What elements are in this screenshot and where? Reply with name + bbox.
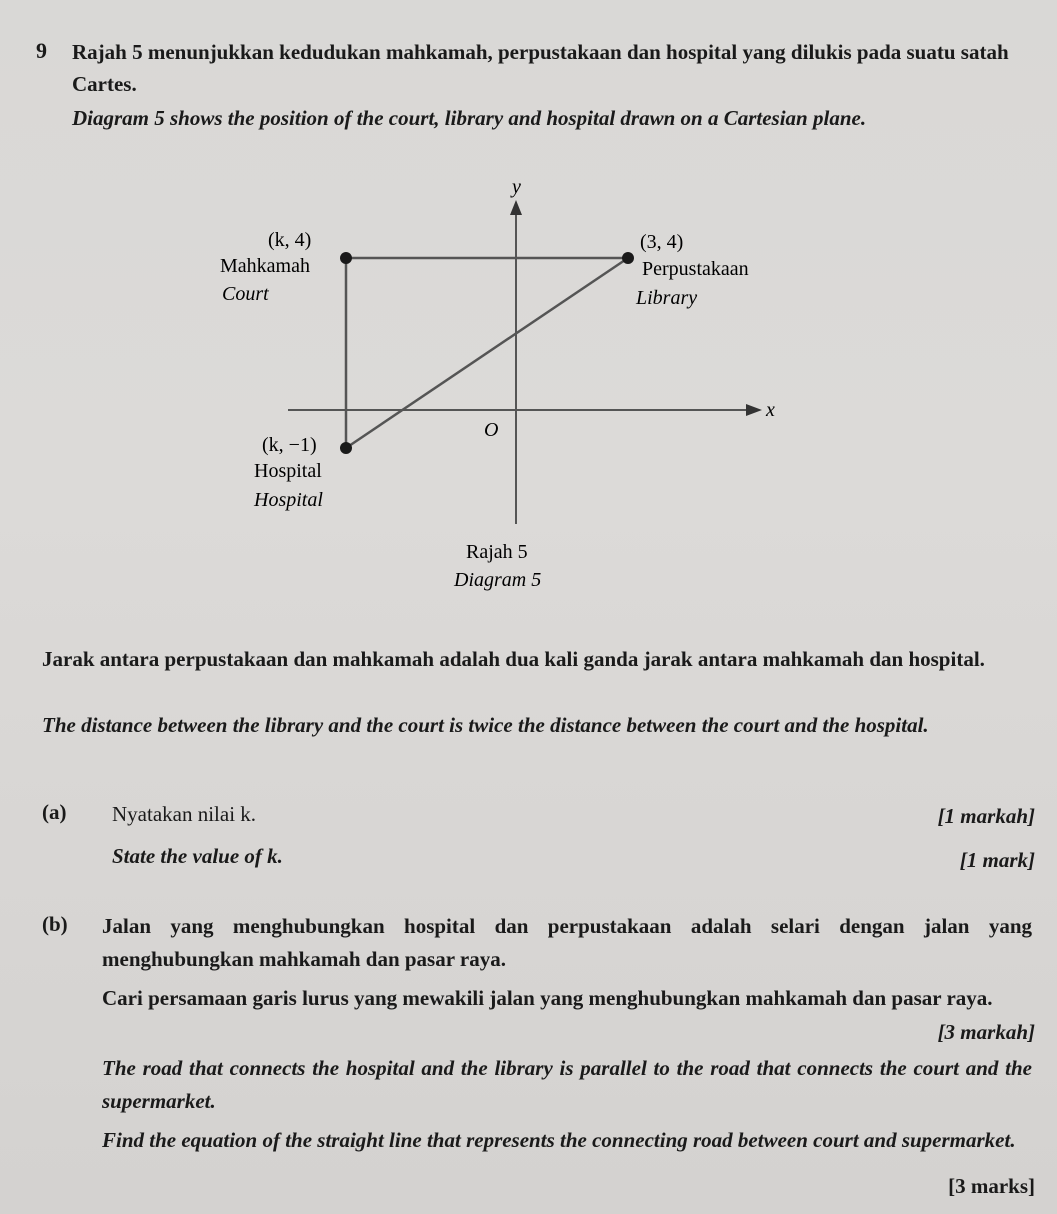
library-label-malay: Perpustakaan xyxy=(642,258,749,280)
x-axis-arrow-icon xyxy=(746,404,762,416)
library-label-english: Library xyxy=(636,287,698,309)
part-b-malay-1: Jalan yang menghubungkan hospital dan perpustakaan adalah selari dengan jalan yang menghubungkan mahkamah dan pasar raya. xyxy=(102,914,1032,971)
hospital-coord: (k, −1) xyxy=(262,434,317,456)
statement-malay: Jarak antara perpustakaan dan mahkamah adalah dua kali ganda jarak antara mahkamah dan hospital. xyxy=(42,647,985,671)
part-a-mark-english xyxy=(960,848,1035,873)
x-axis-label: x xyxy=(766,399,775,421)
part-a-english: State the value of k. xyxy=(112,844,283,868)
part-b-mark-malay-text: [3 markah] xyxy=(937,1020,1035,1044)
caption-english: Diagram 5 xyxy=(454,569,542,591)
part-b-malay-2: Cari persamaan garis lurus yang mewakili jalan yang menghubungkan mahkamah dan pasar raya. xyxy=(102,986,993,1010)
part-a-malay: Nyatakan nilai k. xyxy=(112,802,257,826)
part-b-english-2: Find the equation of the straight line that represents the connecting road between court and supermarket. xyxy=(102,1128,1016,1152)
intro-english: Diagram 5 shows the position of the court, library and hospital drawn on a Cartesian plane. xyxy=(72,106,867,130)
part-a-mark-english-text: [1 mark] xyxy=(959,848,1035,872)
court-label-english: Court xyxy=(222,283,269,305)
y-axis-arrow-icon xyxy=(510,200,522,215)
part-b-label: (b) xyxy=(42,912,68,936)
part-b-mark-english: [3 marks] xyxy=(948,1174,1035,1198)
origin-label: O xyxy=(484,419,499,441)
court-label-malay: Mahkamah xyxy=(220,255,310,277)
court-coord: (k, 4) xyxy=(268,229,312,251)
library-coord: (3, 4) xyxy=(640,231,684,253)
hospital-label-malay: Hospital xyxy=(254,460,322,482)
intro-malay: Rajah 5 menunjukkan kedudukan mahkamah, perpustakaan dan hospital yang dilukis pada suatu satah Cartes. xyxy=(72,40,1009,96)
part-a-mark-malay xyxy=(938,804,1035,829)
part-b-english-1: The road that connects the hospital and the library is parallel to the road that connects the court and the supermarket. xyxy=(102,1056,1032,1113)
court-point xyxy=(340,252,352,264)
question-number: 9 xyxy=(36,38,47,63)
statement-english: The distance between the library and the court is twice the distance between the court and the hospital. xyxy=(42,713,929,737)
part-a-mark-malay-text: [1 markah] xyxy=(937,804,1035,828)
caption-malay: Rajah 5 xyxy=(466,541,528,563)
hospital-label-english: Hospital xyxy=(254,489,323,511)
y-axis-label: y xyxy=(512,176,521,198)
part-a-label: (a) xyxy=(42,800,67,824)
hospital-point xyxy=(340,442,352,454)
part-b-mark-malay xyxy=(938,1020,1035,1045)
library-point xyxy=(622,252,634,264)
